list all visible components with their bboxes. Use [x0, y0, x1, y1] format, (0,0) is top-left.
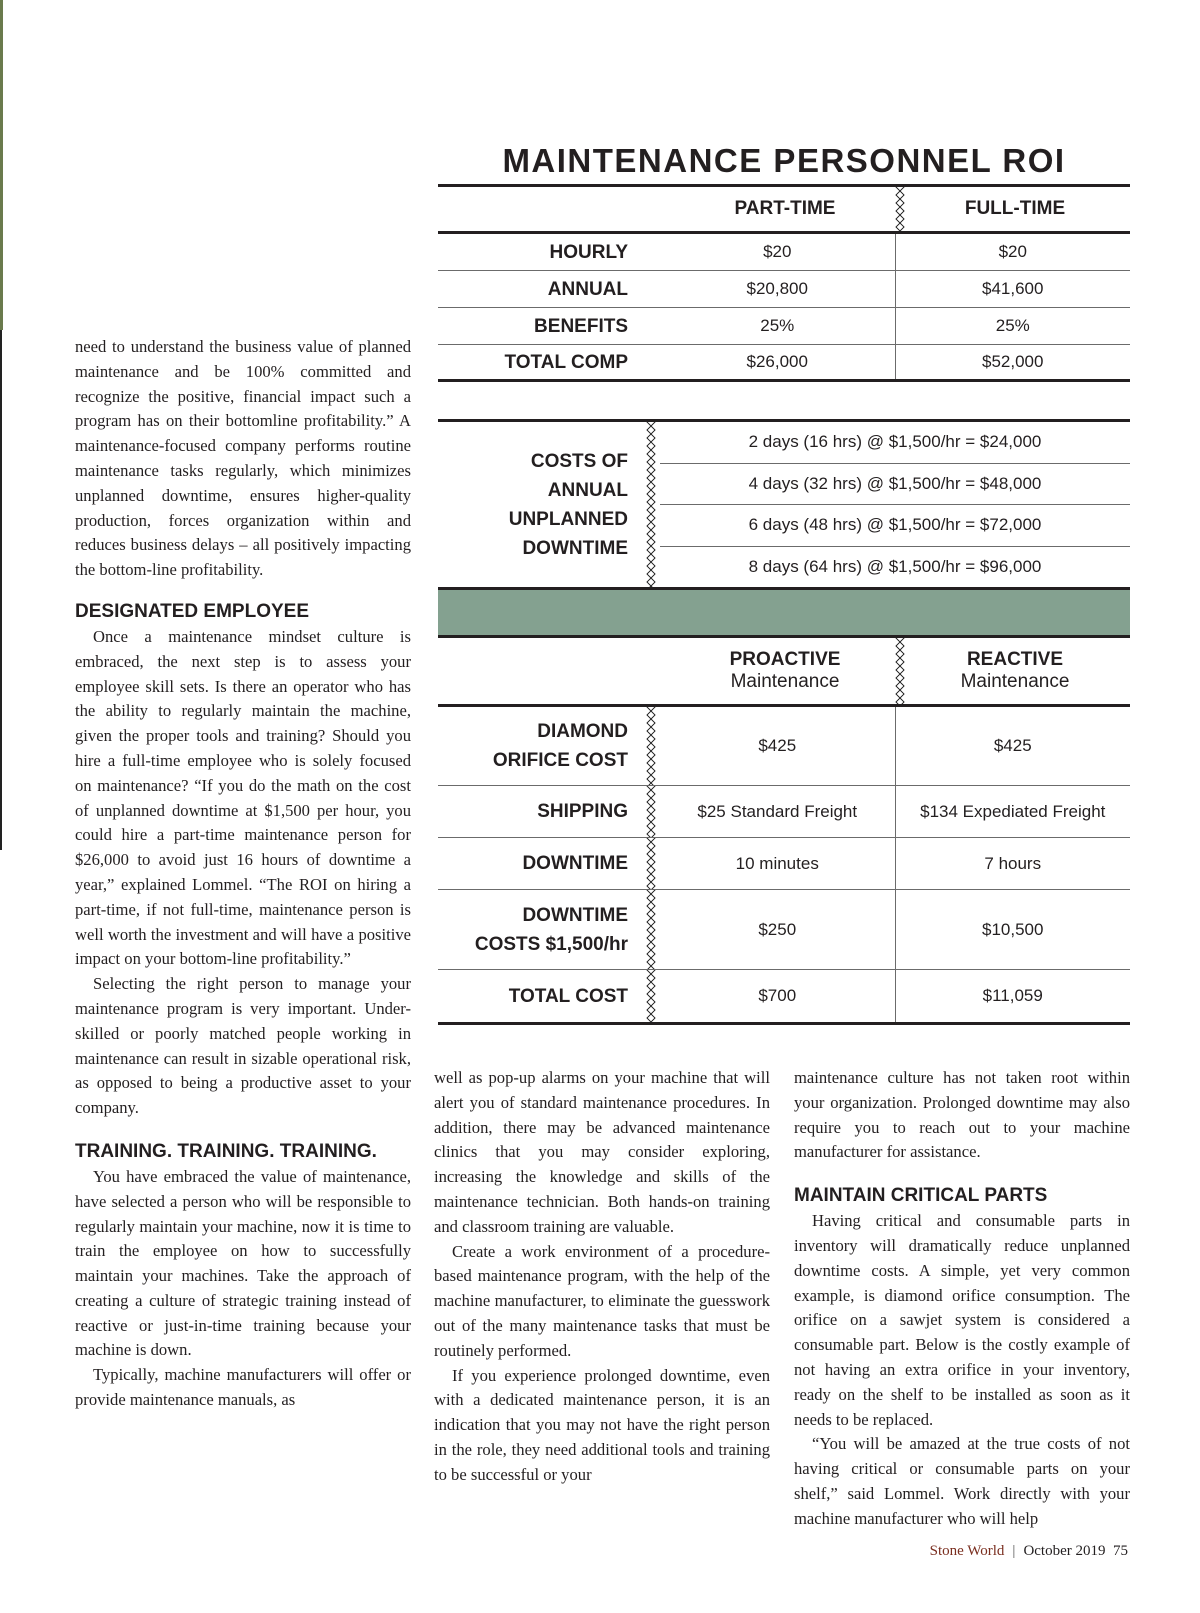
- cell-part-time: $20: [763, 242, 792, 261]
- page-footer: [930, 1543, 1128, 1560]
- article-column-3: [794, 1066, 1130, 1532]
- downtime-section: [438, 422, 1130, 590]
- paragraph: You have embraced the value of maintenance, have selected a person who will be responsible to regularly maintain your machine, now it is time to train the employee on how to successfully maintain your machines. Take the approach of creating a culture of strategic training instead of reactive or just-in-time training because your machine is down.: [75, 1166, 411, 1360]
- table-row: [438, 707, 1130, 786]
- header-reactive: REACTIVE Maintenance: [960, 649, 1070, 692]
- cell-reactive: $10,500: [895, 890, 1131, 969]
- row-label: ANNUAL: [547, 278, 628, 300]
- cell-proactive: $25 Standard Freight: [697, 801, 858, 821]
- row-label: TOTAL COMP: [504, 351, 628, 373]
- pay-header-row: [438, 187, 1130, 234]
- table-row: [438, 970, 1130, 1022]
- cell-proactive: $700: [758, 986, 797, 1005]
- header-full-time: FULL-TIME: [964, 198, 1066, 219]
- table-row: [438, 345, 1130, 382]
- header-proactive: PROACTIVE Maintenance: [670, 638, 900, 704]
- table-row: [438, 890, 1130, 970]
- downtime-label: COSTS OF ANNUAL UNPLANNED DOWNTIME: [438, 422, 660, 587]
- paragraph: If you experience prolonged downtime, even with a dedicated maintenance person, it is an indication that you may not have the right person in the role, they need additional tools and training to be successful or your: [434, 1365, 770, 1484]
- downtime-item: 8 days (64 hrs) @ $1,500/hr = $96,000: [748, 556, 1042, 576]
- page-number: 75: [1113, 1543, 1128, 1559]
- section-heading: MAINTAIN CRITICAL PARTS: [794, 1185, 1048, 1207]
- footer-separator: |: [1012, 1543, 1016, 1559]
- table-spacer: [438, 382, 1130, 422]
- publication-name: Stone World: [929, 1543, 1005, 1559]
- paragraph: Selecting the right person to manage your maintenance program is very important. Under-skilled or poorly matched people working in maintenance can result in sizable operational risk, as opposed to being a productive asset to your company.: [75, 974, 411, 1118]
- paragraph: well as pop-up alarms on your machine that will alert you of standard maintenance procedures. In addition, there may be advanced maintenance clinics that you may consider exploring, increasing the knowledge and skills of the maintenance technician. Both hands-on training and classroom training are valuable.: [434, 1068, 770, 1236]
- zigzag-divider: [895, 638, 905, 704]
- paragraph: Having critical and consumable parts in inventory will dramatically reduce unplanned downtime costs. A simple, yet very common example, is diamond orifice consumption. The orifice on a sawjet system is considered a consumable part. Below is the costly example of not having an extra orifice in your inventory, ready on the shelf to be installed as soon as it needs to be replaced.: [794, 1211, 1130, 1429]
- row-label: BENEFITS: [534, 315, 628, 337]
- row-label: TOTAL COST: [438, 970, 660, 1022]
- green-band: [438, 590, 1130, 638]
- row-label: SHIPPING: [438, 786, 660, 837]
- cell-reactive: $11,059: [895, 970, 1131, 1022]
- row-label: DOWNTIME: [438, 838, 660, 889]
- cell-full-time: $20: [895, 234, 1131, 270]
- article-column-1-top: [75, 335, 411, 1413]
- table-row: [438, 234, 1130, 271]
- edge-color-bar: [0, 0, 3, 330]
- section-heading: TRAINING. TRAINING. TRAINING.: [75, 1140, 377, 1162]
- cell-part-time: $26,000: [746, 352, 808, 371]
- cell-full-time: 25%: [895, 308, 1131, 344]
- roi-table: [438, 140, 1130, 1025]
- edge-rule: [0, 330, 2, 850]
- zigzag-divider: [646, 422, 656, 587]
- row-label: DIAMOND ORIFICE COST: [438, 707, 660, 785]
- row-label: HOURLY: [549, 241, 628, 263]
- cell-full-time: $41,600: [895, 271, 1131, 307]
- cell-proactive: 10 minutes: [735, 853, 819, 873]
- cell-reactive: 7 hours: [895, 838, 1131, 889]
- cell-part-time: 25%: [760, 316, 795, 335]
- paragraph: Create a work environment of a procedure-based maintenance program, with the help of the machine manufacturer, to eliminate the guesswork out of the many maintenance tasks that must be routinely performed.: [434, 1241, 770, 1360]
- table-row: [438, 308, 1130, 345]
- cell-reactive: $134 Expediated Freight: [895, 786, 1131, 837]
- section-heading: DESIGNATED EMPLOYEE: [75, 600, 310, 622]
- paragraph: “You will be amazed at the true costs of not having critical or consumable parts on your shelf,” said Lommel. Work directly with your machine manufacturer who will help: [794, 1434, 1130, 1528]
- paragraph: maintenance culture has not taken root within your organization. Prolonged downtime may also require you to reach out to your machine manufacturer for assistance.: [794, 1068, 1130, 1162]
- table-title: MAINTENANCE PERSONNEL ROI: [502, 142, 1066, 179]
- table-rule: [438, 1022, 1130, 1025]
- issue-date: October 2019: [1023, 1543, 1106, 1559]
- cell-proactive: $425: [758, 736, 797, 755]
- downtime-item: 6 days (48 hrs) @ $1,500/hr = $72,000: [660, 505, 1130, 547]
- table-row: [438, 786, 1130, 838]
- table-row: [438, 838, 1130, 890]
- downtime-list: [660, 422, 1130, 587]
- paragraph: Once a maintenance mindset culture is embraced, the next step is to assess your employee skill sets. Is there an operator who has the ability to regularly maintain the machine, given the proper tools and training? Should you hire a full-time employee who is solely focused on maintenance? “If you do the math on the cost of unplanned downtime at $1,500 per hour, you could hire a part-time maintenance person for $26,000 to avoid just 16 hours of downtime a year,” explained Lommel. “The ROI on hiring a part-time, if not full-time, maintenance person is well worth the investment and will have a positive impact on your bottom-line profitability.”: [75, 626, 411, 969]
- paragraph: need to understand the business value of planned maintenance and be 100% committed and recognize the positive, financial impact such a program has on their bottomline profitability.” A maintenance-focused company performs routine maintenance tasks regularly, which minimizes unplanned downtime, ensures higher-quality production, forces organization within and reduces business delays – all positively impacting the bottom-line profitability.: [75, 337, 411, 580]
- downtime-item: 2 days (16 hrs) @ $1,500/hr = $24,000: [660, 422, 1130, 464]
- row-label: DOWNTIME COSTS $1,500/hr: [438, 890, 660, 969]
- cell-full-time: $52,000: [895, 345, 1131, 379]
- cell-reactive: $425: [895, 707, 1131, 785]
- downtime-item: 4 days (32 hrs) @ $1,500/hr = $48,000: [660, 464, 1130, 506]
- article-column-2: [434, 1066, 770, 1488]
- cell-proactive: $250: [758, 919, 797, 939]
- cell-part-time: $20,800: [746, 279, 808, 298]
- header-part-time: PART-TIME: [670, 187, 900, 231]
- table-row: [438, 271, 1130, 308]
- compare-header-row: [438, 638, 1130, 707]
- paragraph: Typically, machine manufacturers will offer or provide maintenance manuals, as: [75, 1365, 411, 1410]
